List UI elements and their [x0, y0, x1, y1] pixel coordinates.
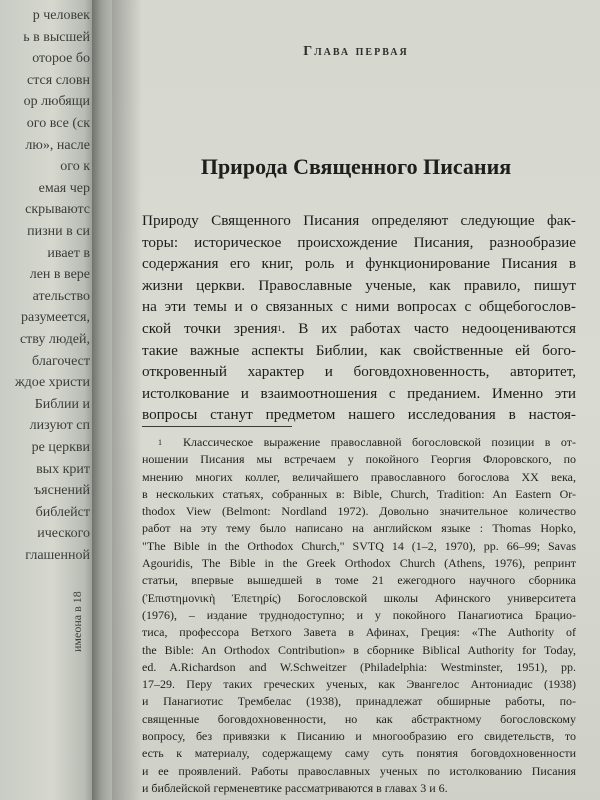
body-line-end: . В их работах часто недооцениваются [281, 319, 576, 337]
body-line: жизни церкви. Православные ученые, как правило, пишут [142, 276, 576, 294]
facing-page-line: ь в высшей [23, 29, 90, 45]
body-line: содержания его книг, роль и функционирование Писания в [142, 255, 576, 273]
facing-page-line: ательство [32, 288, 90, 304]
footnote-line: ношении Писания мы встречаем у покойного Георгия Флоровского, по [142, 452, 576, 467]
footnote-line: Agouridis, The Bible in the Greek Orthodox Church (Athens, 1976), репринт [142, 556, 576, 571]
body-line: на эти темы и о связанных с ними вопросах с общебогослов- [142, 298, 576, 316]
facing-page-line: Библии и [34, 396, 90, 412]
footnote-line: в нескольких статьях, собранных в: Bible, Church, Tradition: An Eastern Or- [142, 486, 576, 501]
facing-page-line: р человек [32, 8, 90, 23]
footnote-line: мнению многих коллег, величайшего православного богослова XX века, [142, 469, 576, 484]
body-line: Природу Священного Писания определяют следующие фак- [142, 212, 576, 229]
footnote-line [142, 434, 576, 451]
chapter-title: Природа Священного Писания [200, 154, 512, 179]
facing-page-line: стся словн [27, 72, 90, 88]
facing-page-line: ре церкви [31, 440, 90, 455]
facing-page-line: разумеется, [21, 310, 90, 326]
footnote-line: ed. A.Richardson and W.Schweitzer (Philadelphia: Westminster, 1951), pp. [142, 659, 576, 674]
facing-page-line: емая чер [38, 180, 90, 196]
footnote-line: статьи, впервые вышедшей в томе 21 ежегодного научного сборника [142, 573, 576, 588]
facing-page-line: ждое христи [15, 375, 90, 391]
book-page [112, 0, 600, 800]
facing-page-line: ивает в [47, 245, 90, 261]
facing-page-line: ого все (ск [26, 116, 90, 131]
body-line: откровенный характер и боговдохновенность, авторитет, [142, 363, 576, 381]
facing-page-footer: имеона в 18 [70, 591, 84, 652]
footnote-line: the Bible: An Orthodox Contribution» в сборнике Biblical Authority for Today, [142, 642, 576, 657]
facing-page-line: пизни в си [27, 224, 90, 239]
footnote-line: и библейской герменевтике рассматриваются в главах 3 и 6. [142, 780, 448, 795]
footnote-line: вопросу, без привязки к Писанию и многообразию его свидетельств, то [142, 729, 576, 744]
footnote-line: есть к материалу, содержащему саму суть понятия боговдохновенности [142, 746, 576, 761]
footnote-number: 1 [158, 438, 162, 447]
footnote-reference: 1 [277, 323, 282, 333]
footnote [142, 434, 576, 797]
footnote-line: священные боговдохновенности, но как абстрактному богословскому [142, 711, 576, 726]
facing-page-line: глашенной [25, 548, 90, 563]
footnote-line: работ на эту тему было написано на английском языке : Thomas Hopko, [142, 521, 576, 536]
body-line-start: ской точки зрения [142, 319, 278, 337]
facing-page-line: ству людей, [19, 332, 90, 347]
facing-page-line: вых крит [36, 461, 90, 477]
facing-page-line: лю», насле [25, 137, 90, 153]
facing-page-line: библейст [35, 504, 90, 520]
facing-page-line: ого к [60, 159, 90, 175]
footnote-divider [142, 426, 292, 427]
footnote-line: 17–29. Перу таких греческих ученых, как Эвангелос Антониадис (1938) [142, 677, 576, 692]
facing-page-line: скрываютс [25, 202, 90, 218]
footnote-line: тиса, профессора Ветхого Завета в Афинах, Греция: «The Authority of [142, 625, 576, 640]
body-line: вопросы станут предметом нашего исследования в настоя- [142, 406, 576, 424]
facing-page-line: лен в вере [29, 267, 90, 283]
footnote-line: (1976), – издание труднодоступно; и у покойного Панагиотиса Брацио- [142, 607, 576, 622]
facing-page [0, 0, 96, 800]
body-text [142, 210, 576, 426]
body-line: истолкование и взаимоотношения с преданием. Именно эти [142, 384, 576, 402]
facing-page-line: оторое бо [32, 51, 90, 67]
footnote-line: thodox View (Belmont: Nordland 1972). Довольно значительное количество [142, 504, 576, 519]
chapter-label: Глава первая [303, 44, 409, 59]
footnote-line: и ее проявлений. Работы православных ученых по истолкованию Писания [142, 763, 576, 778]
footnote-line: и Панагиотис Трембелас (1938), принадлежат обширные работы, по- [142, 694, 576, 709]
footnote-line: "The Bible in the Orthodox Church," SVTQ 14 (1–2, 1970), pp. 66–99; Savas [142, 538, 576, 553]
facing-page-line: ъяснений [33, 483, 90, 499]
facing-page-line: благочест [32, 353, 90, 369]
body-line [142, 318, 576, 340]
facing-page-line: лизуют сп [29, 418, 90, 434]
footnote-line-text: Классическое выражение православной богословской позиции в от- [183, 435, 577, 449]
facing-page-line: ор любящи [23, 94, 90, 110]
facing-page-line: ического [37, 526, 90, 542]
footnote-line: (Ἐπιστημονικὴ Ἐπετηρίς) Богословской школы Афинского университета [142, 590, 576, 605]
body-line: такие важные аспекты Библии, как свойственные ей бого- [142, 341, 576, 359]
body-line: торы: историческое происхождение Писания, разнообразие [142, 233, 576, 251]
